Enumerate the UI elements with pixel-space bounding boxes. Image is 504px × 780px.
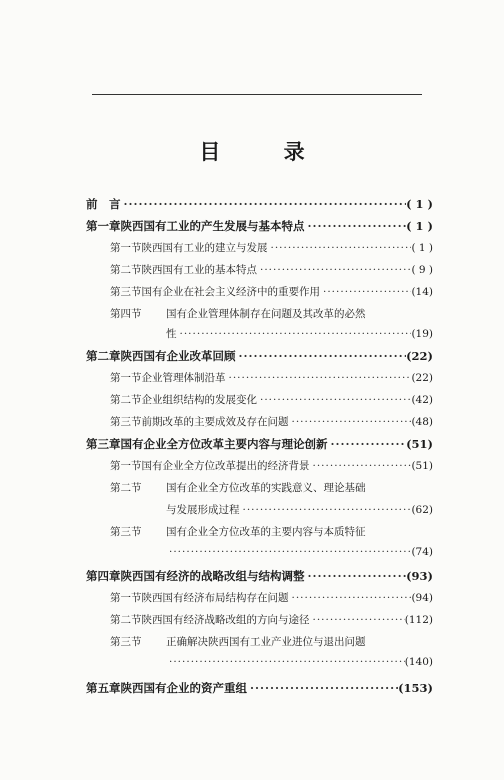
- toc-leader-dots: [166, 546, 411, 558]
- toc-title: 企业管理体制沿革: [141, 372, 226, 384]
- toc-leader-dots: [247, 681, 398, 695]
- toc-page-number: (153): [398, 681, 433, 695]
- toc-title: 陕西国有企业改革回顾: [120, 349, 236, 363]
- toc-entry-section: [110, 634, 433, 649]
- toc-page-number: ( 1 ): [406, 197, 433, 211]
- toc-leader-dots: [268, 242, 412, 254]
- toc-leader-dots: [177, 328, 412, 340]
- toc-title: 陕西国有企业的资产重组: [120, 681, 247, 695]
- toc-leader-dots: [121, 197, 407, 211]
- toc-page-number: ( 1 ): [411, 242, 433, 254]
- toc-entry-continuation: [166, 502, 433, 517]
- toc-title: 国有企业全方位改革主要内容与理论创新: [120, 437, 328, 451]
- toc-title: 正确解决陕西国有工业产业进位与退出问题: [166, 636, 366, 648]
- toc-page-number: (22): [406, 349, 433, 363]
- toc-page-number: (42): [411, 394, 433, 406]
- toc-title: 陕西国有工业的产生发展与基本特点: [120, 219, 305, 233]
- toc-entry-section: [110, 480, 433, 495]
- toc-page-number: (19): [411, 328, 433, 340]
- toc-title: 企业组织结构的发展变化: [141, 394, 257, 406]
- toc-label: 第四章: [86, 569, 121, 583]
- toc-entry-chapter: [86, 436, 433, 452]
- toc-entry-continuation: [166, 546, 433, 558]
- toc-title: 陕西国有经济战略改组的方向与途径: [141, 614, 310, 626]
- toc-entry-section: [110, 524, 433, 539]
- toc-label: 第四节: [110, 308, 142, 320]
- toc-page-number: (51): [411, 460, 433, 472]
- toc-entry-section: [110, 590, 433, 605]
- toc-title: 陕西国有工业的建立与发展: [141, 242, 268, 254]
- toc-label: 第三节: [110, 526, 142, 538]
- toc-title: 与发展形成过程: [166, 504, 240, 516]
- toc-page-number: (48): [411, 416, 433, 428]
- toc-leader-dots: [289, 592, 412, 604]
- toc-label: 第三章: [86, 437, 121, 451]
- toc-entry-section: [110, 392, 433, 407]
- toc-title: 国有企业全方位改革的主要内容与本质特征: [166, 526, 366, 538]
- toc-entry-continuation: [166, 656, 433, 668]
- toc-entry-preface: [86, 196, 433, 212]
- toc-page-number: (51): [406, 437, 433, 451]
- toc-leader-dots: [310, 614, 405, 626]
- toc-entry-section: [110, 458, 433, 473]
- toc-entry-chapter: [86, 568, 433, 584]
- toc-page-number: (93): [406, 569, 433, 583]
- toc-leader-dots: [310, 460, 412, 472]
- toc-page-number: (62): [411, 504, 433, 516]
- toc-entry-section: [110, 284, 433, 299]
- toc-title: 国有企业管理体制存在问题及其改革的必然: [166, 308, 366, 320]
- toc-page-number: (74): [411, 546, 433, 558]
- page-title: 目 录: [199, 139, 333, 164]
- toc-title: 陕西国有经济布局结构存在问题: [141, 592, 289, 604]
- toc-leader-dots: [166, 656, 405, 668]
- toc-label: 第一节: [110, 242, 142, 254]
- toc-page-number: (112): [404, 614, 433, 626]
- toc-leader-dots: [320, 286, 411, 298]
- toc-label: 第三节: [110, 416, 142, 428]
- toc-entry-section: [110, 306, 433, 321]
- toc-label: 第一节: [110, 372, 142, 384]
- toc-label: 第二节: [110, 482, 142, 494]
- toc-title: 陕西国有经济的战略改组与结构调整: [120, 569, 305, 583]
- toc-leader-dots: [257, 264, 411, 276]
- toc-label: 第五章: [86, 681, 121, 695]
- toc-leader-dots: [328, 437, 407, 451]
- toc-title: 国有企业全方位改革提出的经济背景: [141, 460, 310, 472]
- toc-entry-section: [110, 262, 433, 277]
- toc-page-number: (14): [411, 286, 433, 298]
- toc-page-number: (94): [411, 592, 433, 604]
- toc-label: 第二节: [110, 614, 142, 626]
- toc-label: 第二节: [110, 394, 142, 406]
- toc-label: 第一章: [86, 219, 121, 233]
- toc-leader-dots: [305, 569, 407, 583]
- toc-entry-chapter: [86, 680, 433, 696]
- toc-page-number: (140): [404, 656, 433, 668]
- toc-label: 第一节: [110, 592, 142, 604]
- toc-leader-dots: [305, 219, 407, 233]
- toc-page-number: ( 1 ): [406, 219, 433, 233]
- toc-entry-chapter: [86, 348, 433, 364]
- toc-label: 第三节: [110, 286, 142, 298]
- toc-entry-section: [110, 240, 433, 255]
- toc-label: 第二节: [110, 264, 142, 276]
- toc-title: 前期改革的主要成效及存在问题: [141, 416, 289, 428]
- toc-leader-dots: [240, 504, 412, 516]
- toc-page-number: (22): [411, 372, 433, 384]
- toc-entry-section: [110, 612, 433, 627]
- toc-entry-chapter: [86, 218, 433, 234]
- toc-entry-continuation: [166, 326, 433, 341]
- toc-leader-dots: [226, 372, 412, 384]
- toc-entry-section: [110, 370, 433, 385]
- toc-entry-section: [110, 414, 433, 429]
- toc-title: 国有企业在社会主义经济中的重要作用: [141, 286, 320, 298]
- toc-label: 第一节: [110, 460, 142, 472]
- toc-title: 陕西国有工业的基本特点: [141, 264, 257, 276]
- toc-leader-dots: [236, 349, 407, 363]
- toc-leader-dots: [289, 416, 412, 428]
- toc-label: 第二章: [86, 349, 121, 363]
- header-rule: [92, 94, 422, 95]
- toc-page-number: ( 9 ): [411, 264, 433, 276]
- toc-label: 前 言: [86, 197, 121, 211]
- toc-leader-dots: [257, 394, 411, 406]
- toc-label: 第三节: [110, 636, 142, 648]
- toc-title: 国有企业全方位改革的实践意义、理论基础: [166, 482, 366, 494]
- toc-title: 性: [166, 328, 177, 340]
